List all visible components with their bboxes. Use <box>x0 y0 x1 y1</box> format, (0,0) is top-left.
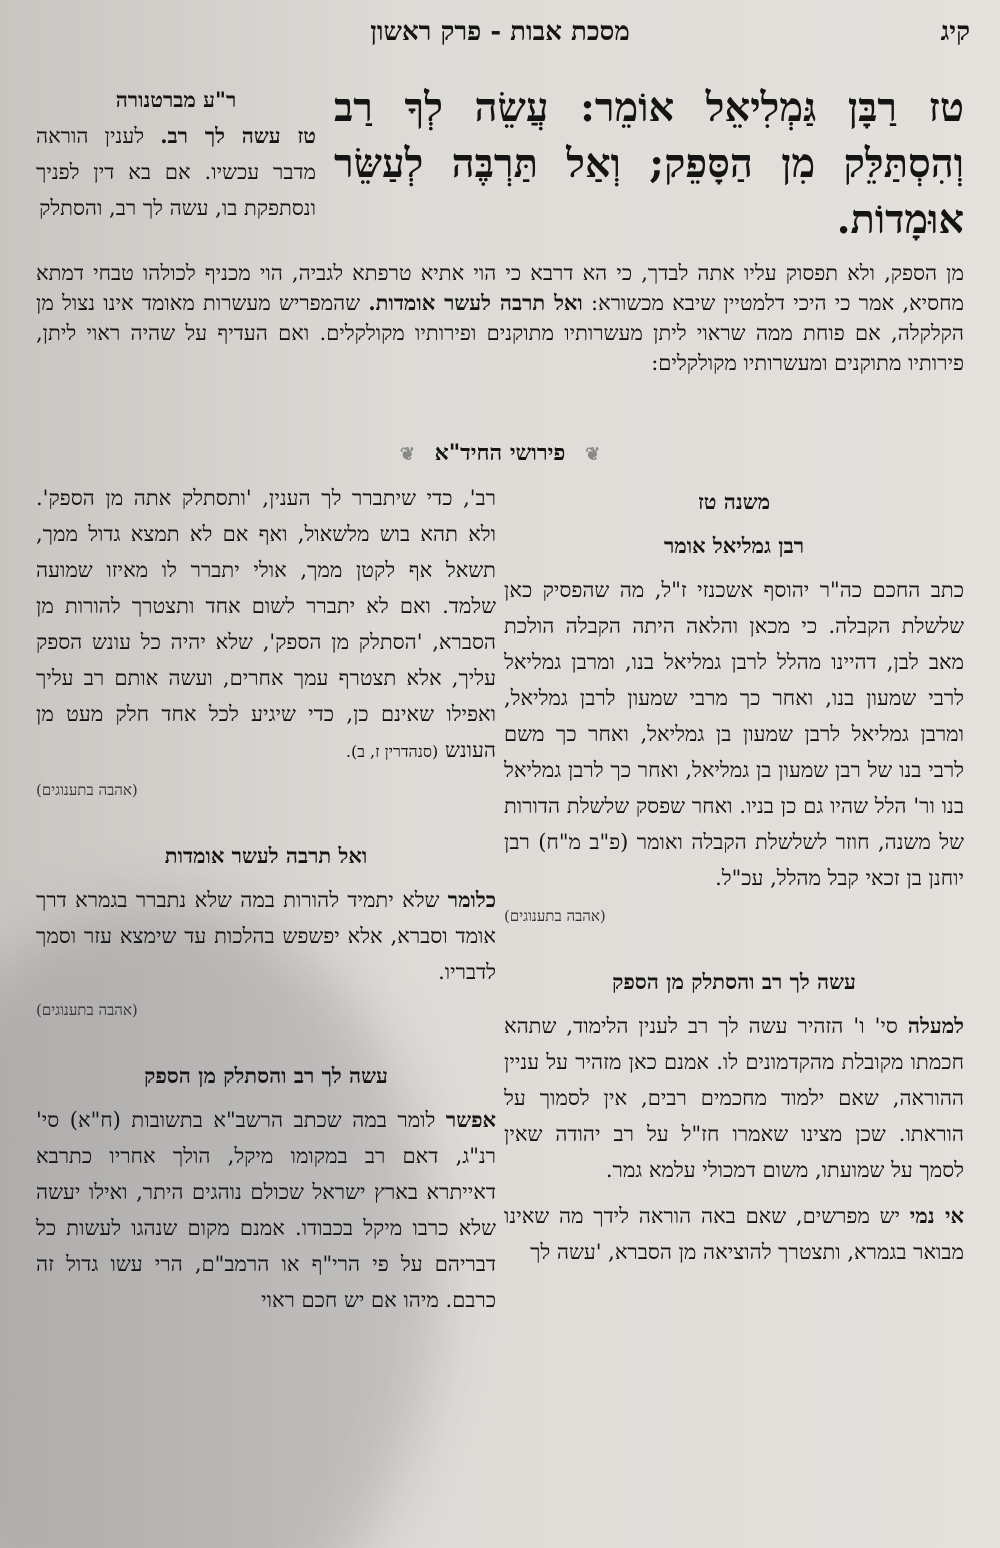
commentary-section-title-row <box>0 440 1000 466</box>
source-citation: (אהבה בתענוגים) <box>36 1001 138 1019</box>
bartenura-cont-text: מן הספק, ולא תפסוק עליו אתה לבדך, כי הא דרבא כי הוי אתיא טרפתא לגביה, הוי מכניף לכולהו טבחי דמתא מחסיא, אמר כי היכי דלמטיין שיבא מכשורא: <box>36 261 964 315</box>
bartenura-text <box>36 118 316 226</box>
bartenura-lead: טז עשה לך רב. <box>160 123 316 148</box>
left-column <box>36 480 496 1318</box>
header-title: מסכת אבות - פרק ראשון <box>370 17 630 47</box>
subheading: עשה לך רב והסתלק מן הספק <box>144 1063 388 1088</box>
ornament-icon: ❦ <box>399 444 415 465</box>
paragraph-body: סי' ו' הזהיר עשה לך רב לענין הלימוד, שתהא חכמתו מקובלת מהקדמונים לו. אמנם כאן מזהיר על עניין ההוראה, שאם ילמוד מחכמים רבים, אין לסמוך על הוראתו. שכן מצינו שאמרו חז"ל על רב יהודה שאין לסמך על שמועתו, משום דמכולי עלמא גמר. <box>504 1014 964 1182</box>
bartenura-box <box>36 82 316 226</box>
paragraph-body: יש מפרשים, שאם באה הוראה לידך מה שאינו מבואר בגמרא, ותצטרך להוציאה מן הסברא, 'עשה לך <box>504 1204 964 1264</box>
source-citation: (אהבה בתענוגים) <box>36 781 138 799</box>
lead-word: כלומר <box>447 887 496 912</box>
bartenura-header: ר"ע מברטנורה <box>115 87 237 112</box>
lead-word: אפשר <box>445 1107 496 1132</box>
talmud-citation: (סנהדרין ז, ב). <box>345 742 439 761</box>
mishnah-number-heading: משנה טז <box>697 489 771 514</box>
ornament-icon: ❦ <box>585 444 601 465</box>
commentary-section-title: פירושי החיד"א <box>434 440 566 466</box>
commentary-paragraph <box>36 480 496 770</box>
bartenura-lead2: ואל תרבה לעשר אומדות. <box>368 290 583 315</box>
lead-word: אי נמי <box>909 1203 964 1228</box>
commentary-paragraph: כתב החכם כה"ר יהוסף אשכנזי ז"ל, מה שהפסיק כאן שלשלת הקבלה. כי מכאן והלאה היתה הקבלה הולכת מאב לבן, דהיינו מהלל לרבן גמליאל בנו, ומרבן גמליאל לרבי שמעון בנו, ואחר כך מרבי שמעון לרבן גמליאל, ומרבן גמליאל לרבן שמעון בן גמליאל, ואחר כך משם לרבי בנו של רבן שמעון בן גמליאל, ואחר כך לרבן גמליאל בנו ור' הלל שהיו גם כן בניו. ואחר שפסק שלשלת הדורות של משנה, חוזר לשלשלת הקבלה ואומר (פ"ב מ"ח) רבן יוחנן בן זכאי קבל מהלל, עכ"ל. <box>504 578 964 890</box>
bartenura-body: לענין הוראה מדבר עכשיו. אם בא דין לפניך ונסתפקת בו, עשה לך רב, והסתלק <box>36 124 316 220</box>
subheading: רבן גמליאל אומר <box>663 533 805 558</box>
bartenura-cont-text2: שהמפריש מעשרות מאומד אינו נצול מן הקלקלה, אם פוחת ממה שראוי ליתן מעשרותיו מתוקנים ופירותיו מקולקלים. ואם העדיף על שהיה ראוי ליתן, פירותיו מתוקנים ומעשרותיו מקולקלים: <box>36 291 964 375</box>
commentary-paragraph <box>36 882 496 990</box>
commentary-paragraph <box>504 1198 964 1270</box>
paragraph-body: לומר במה שכתב הרשב"א בתשובות (ח"א) סי' רנ"ג, דאם רב במקומו מיקל, הולך אחריו כתרבא דאייתרא בארץ ישראל שכולם נוהגים היתר, ואילו יעשה שלא כרבו מיקל בכבודו. אמנם מקום שנהגו לעשות כל דבריהם על פי הרי"ף או הרמב"ם, הרי עשו גדול זה כרבם. מיהו אם יש חכם ראוי <box>36 1108 496 1312</box>
commentary-paragraph <box>504 1008 964 1188</box>
running-header <box>30 12 970 52</box>
commentary-paragraph <box>36 1102 496 1318</box>
page-number: קיג <box>940 17 970 47</box>
subheading: ואל תרבה לעשר אומדות <box>164 843 368 868</box>
paragraph-body: שלא יתמיד להורות במה שלא נתברר בגמרא דרך אומד וסברא, אלא יפשפש בהלכות עד שימצא עזר וסמך לדבריו. <box>36 888 496 984</box>
paragraph-body: רב', כדי שיתברר לך הענין, 'ותסתלק אתה מן הספק'. ולא תהא בוש מלשאול, ואף אם לא תמצא גדול ממך, תשאל אף לקטן ממך, אולי יתברר לו מאיזו שמועה שלמד. ואם לא יתברר לשום אחד ותצטרך להורות מן הסברא, 'הסתלק מן הספק', שלא יהיה כל עונש הספק עליך, אלא תצטרף עמך אחרים, ועשה אותם רב עליך ואפילו שאינם כן, כדי שיגיע לכל אחד חלק מעט מן העונש <box>36 486 496 762</box>
source-citation: (אהבה בתענוגים) <box>504 907 606 925</box>
lead-word: למעלה <box>907 1013 964 1038</box>
mishnah-text: טז רַבָּן גַּמְלִיאֵל אוֹמֵר: עֲשֵׂה לְךָ רַב וְהִסְתַּלֵּק מִן הַסָּפֵק; וְאַל תַּרְבֶּה לְעַשֵּׂר אוּמָדוֹת. <box>334 84 964 243</box>
subheading: עשה לך רב והסתלק מן הספק <box>612 969 856 994</box>
bartenura-continuation <box>36 258 964 378</box>
right-column <box>504 480 964 1270</box>
